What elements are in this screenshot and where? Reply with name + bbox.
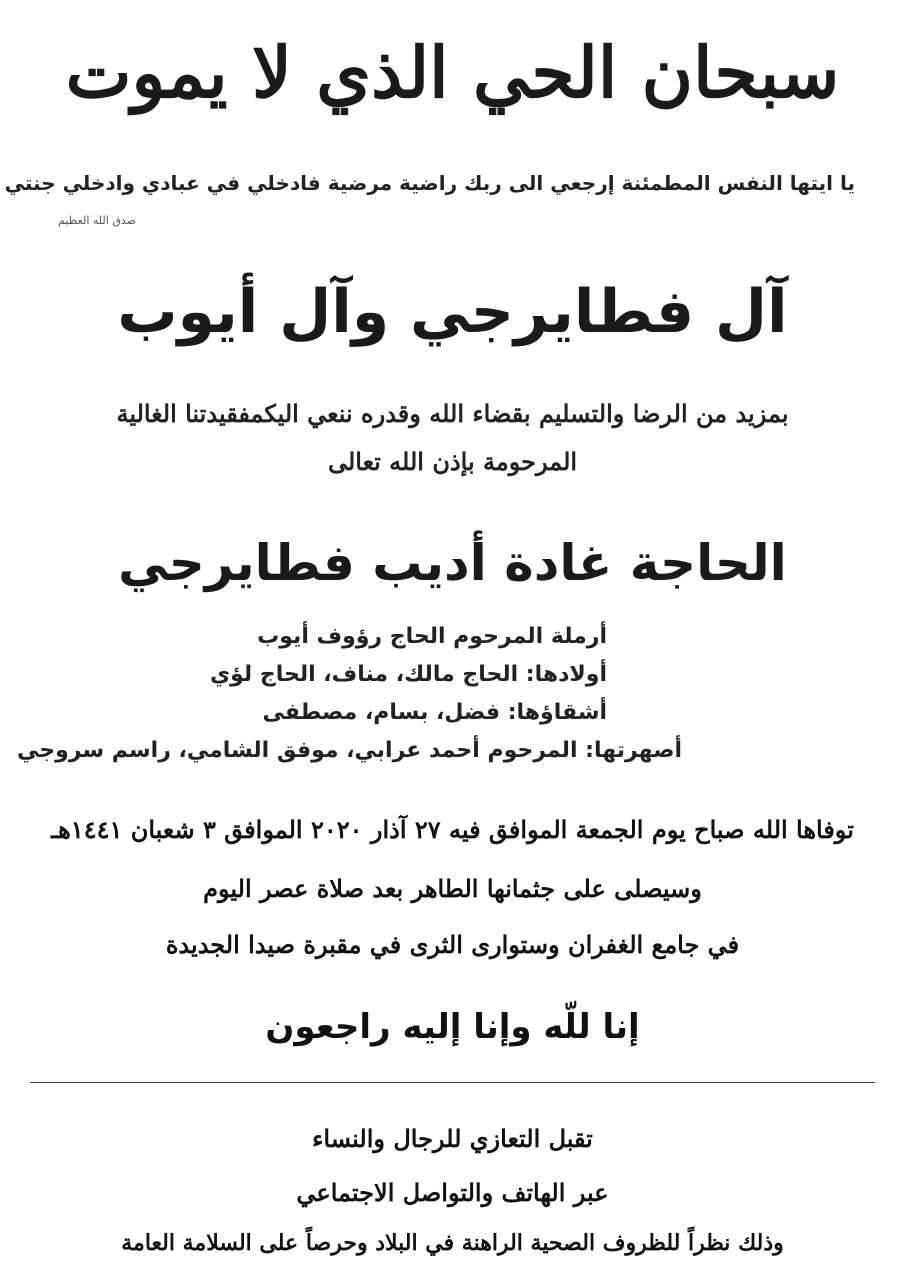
condolence-line-3: وذلك نظراً للظروف الصحية الراهنة في البلاد وحرصاً على السلامة العامة xyxy=(121,1230,784,1256)
relative-line-in-laws: أصهرتها: المرحوم أحمد عرابي، موفق الشامي، راسم سروجي xyxy=(17,738,682,763)
condolence-line-1: تقبل التعازي للرجال والنساء xyxy=(312,1124,593,1153)
burial-line: في جامع الغفران وستوارى الثرى في مقبرة صيدا الجديدة xyxy=(165,930,740,959)
section-divider xyxy=(30,1082,875,1083)
relative-line-children: أولادها: الحاج مالك، مناف، الحاج لؤي xyxy=(209,662,607,687)
intro-line-1: بمزيد من الرضا والتسليم بقضاء الله وقدره ننعي اليكمفقيدتنا الغالية xyxy=(116,399,789,428)
relative-line-widow: أرملة المرحوم الحاج رؤوف أيوب xyxy=(257,624,607,649)
prayer-line: وسيصلى على جثمانها الطاهر بعد صلاة عصر اليوم xyxy=(203,874,702,903)
relatives-list xyxy=(17,618,682,770)
quran-verse: يا ايتها النفس المطمئنة إرجعي الى ربك راضية مرضية فادخلي في عبادي وادخلي جنتي xyxy=(4,171,855,195)
condolence-line-2: عبر الهاتف والتواصل الاجتماعي xyxy=(296,1178,609,1207)
closing-phrase: إنا للّه وإنا إليه راجعون xyxy=(265,1007,640,1047)
verse-attribution: صدق الله العظيم xyxy=(58,214,136,227)
header-calligraphy: سبحان الحي الذي لا يموت xyxy=(65,31,840,114)
families-title: آل فطايرجي وآل أيوب xyxy=(117,277,788,347)
deceased-name: الحاجة غادة أديب فطايرجي xyxy=(118,534,787,592)
death-date-line: توفاها الله صباح يوم الجمعة الموافق فيه ٢٧ آذار ٢٠٢٠ الموافق ٣ شعبان ١٤٤١هـ xyxy=(51,815,854,844)
intro-line-2: المرحومة بإذن الله تعالى xyxy=(327,447,578,476)
relative-line-siblings: أشقاؤها: فضل، بسام، مصطفى xyxy=(262,700,607,725)
